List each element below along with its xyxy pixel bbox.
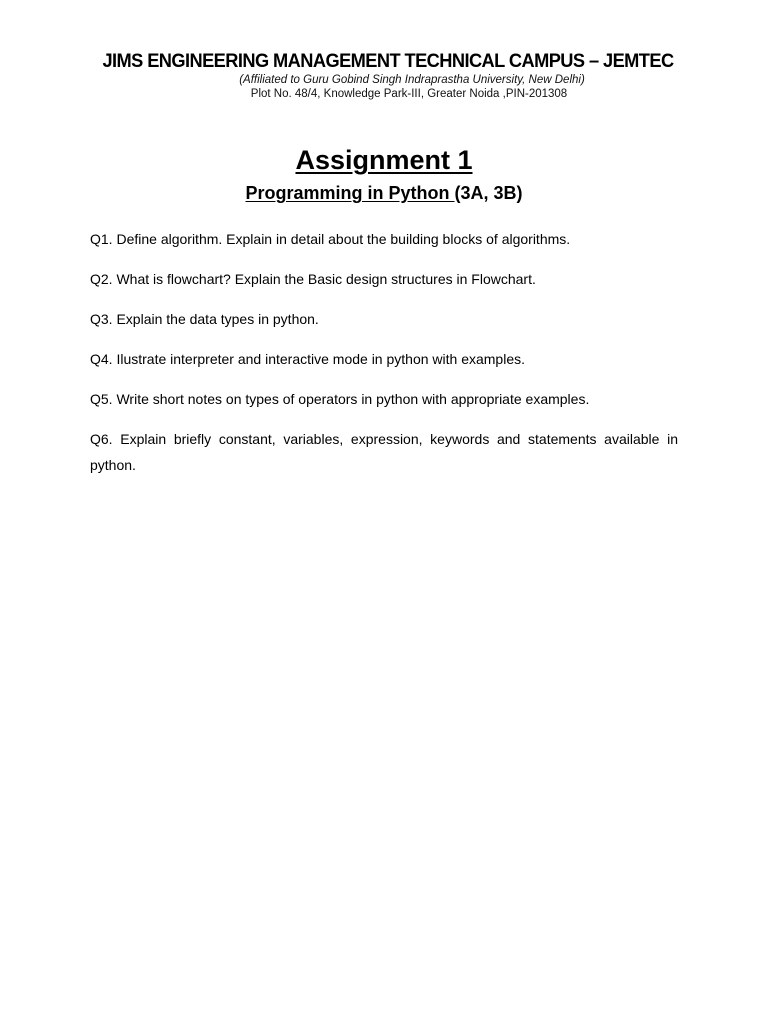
course-subtitle (0, 180, 768, 206)
course-name: Programming in Python (245, 183, 455, 203)
question-item: Q6. Explain briefly constant, variables, expression, keywords and statements available in python. (90, 431, 678, 473)
course-sections: (3A, 3B) (454, 183, 523, 203)
address-line: Plot No. 48/4, Knowledge Park-III, Greater Noida ,PIN-201308 (250, 88, 568, 100)
question-item: Q4. Ilustrate interpreter and interactive mode in python with examples. (90, 351, 525, 367)
affiliation-line: (Affiliated to Guru Gobind Singh Indraprastha University, New Delhi) (239, 74, 585, 86)
question-list (90, 226, 678, 492)
letterhead (0, 50, 768, 101)
question-item: Q3. Explain the data types in python. (90, 311, 319, 327)
question-item: Q5. Write short notes on types of operators in python with appropriate examples. (90, 391, 590, 407)
institute-name: JIMS ENGINEERING MANAGEMENT TECHNICAL CAMPUS – JEMTEC (102, 51, 674, 72)
assignment-title: Assignment 1 (295, 145, 473, 175)
question-item: Q1. Define algorithm. Explain in detail about the building blocks of algorithms. (90, 231, 571, 247)
question-item: Q2. What is flowchart? Explain the Basic design structures in Flowchart. (90, 271, 536, 287)
